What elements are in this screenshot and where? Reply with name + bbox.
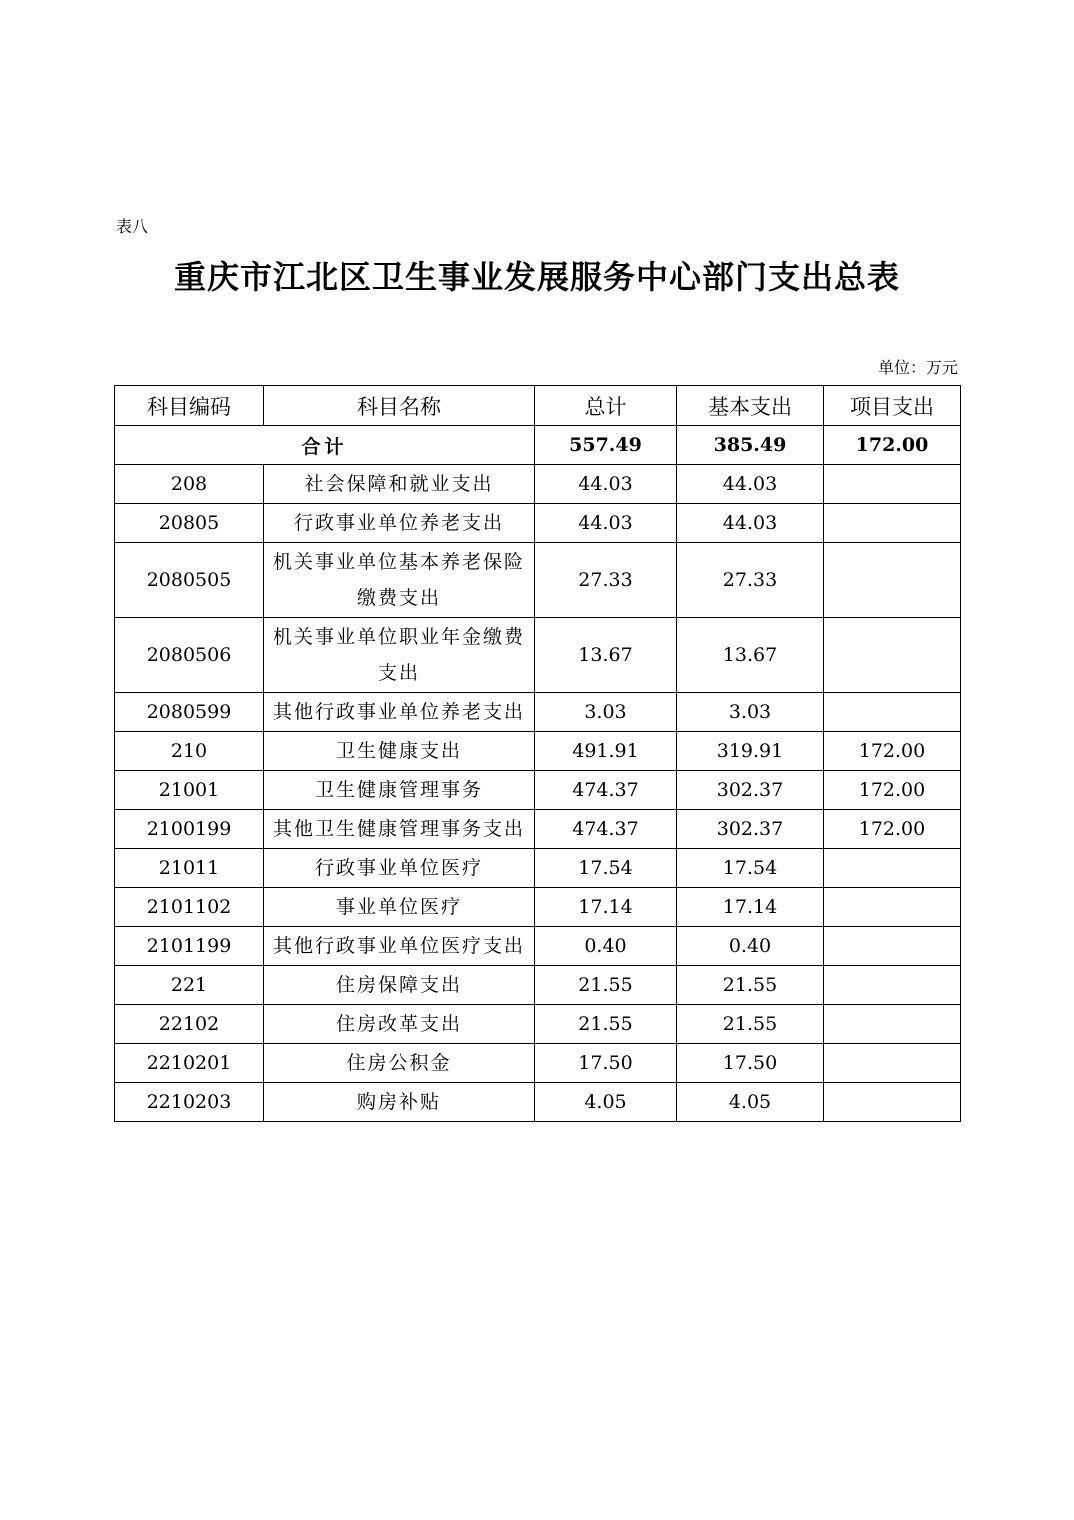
row-total: 4.05 (535, 1083, 677, 1122)
table-row (115, 849, 961, 888)
row-total: 27.33 (535, 543, 677, 618)
row-code: 2101102 (115, 888, 264, 927)
table-row (115, 1005, 961, 1044)
row-name: 行政事业单位医疗 (264, 849, 535, 888)
row-name: 住房公积金 (264, 1044, 535, 1083)
unit-label: 单位：万元 (877, 358, 958, 377)
row-project (824, 888, 961, 927)
row-total: 17.50 (535, 1044, 677, 1083)
row-code: 21001 (115, 771, 264, 810)
table-row (115, 543, 961, 618)
row-project (824, 465, 961, 504)
row-name: 住房保障支出 (264, 966, 535, 1005)
row-total: 0.40 (535, 927, 677, 966)
row-code: 2080506 (115, 618, 264, 693)
row-project (824, 1083, 961, 1122)
row-basic: 0.40 (677, 927, 824, 966)
row-code: 208 (115, 465, 264, 504)
row-total: 17.54 (535, 849, 677, 888)
table-row (115, 966, 961, 1005)
row-project: 172.00 (824, 732, 961, 771)
total-project: 172.00 (824, 426, 961, 465)
row-basic: 13.67 (677, 618, 824, 693)
row-code: 2100199 (115, 810, 264, 849)
row-basic: 17.50 (677, 1044, 824, 1083)
row-code: 210 (115, 732, 264, 771)
table-row (115, 465, 961, 504)
table-row (115, 1044, 961, 1083)
row-project (824, 1044, 961, 1083)
row-basic: 302.37 (677, 771, 824, 810)
table-header-row (115, 386, 961, 426)
row-total: 21.55 (535, 1005, 677, 1044)
row-name: 机关事业单位基本养老保险缴费支出 (264, 543, 535, 618)
row-code: 2210201 (115, 1044, 264, 1083)
row-basic: 44.03 (677, 465, 824, 504)
column-header-project: 项目支出 (824, 386, 961, 426)
row-project: 172.00 (824, 771, 961, 810)
row-total: 21.55 (535, 966, 677, 1005)
row-basic: 3.03 (677, 693, 824, 732)
row-name: 事业单位医疗 (264, 888, 535, 927)
row-basic: 17.54 (677, 849, 824, 888)
row-total: 474.37 (535, 810, 677, 849)
row-name: 社会保障和就业支出 (264, 465, 535, 504)
row-project (824, 1005, 961, 1044)
row-name: 其他卫生健康管理事务支出 (264, 810, 535, 849)
total-row (115, 426, 961, 465)
table-row (115, 888, 961, 927)
row-basic: 17.14 (677, 888, 824, 927)
row-basic: 4.05 (677, 1083, 824, 1122)
row-project: 172.00 (824, 810, 961, 849)
row-name: 其他行政事业单位养老支出 (264, 693, 535, 732)
page-title: 重庆市江北区卫生事业发展服务中心部门支出总表 (173, 258, 900, 296)
row-project (824, 927, 961, 966)
row-name: 卫生健康支出 (264, 732, 535, 771)
column-header-name: 科目名称 (264, 386, 535, 426)
row-project (824, 966, 961, 1005)
row-code: 2080599 (115, 693, 264, 732)
column-header-code: 科目编码 (115, 386, 264, 426)
row-basic: 319.91 (677, 732, 824, 771)
row-project (824, 504, 961, 543)
row-total: 491.91 (535, 732, 677, 771)
row-total: 474.37 (535, 771, 677, 810)
row-total: 3.03 (535, 693, 677, 732)
row-code: 2101199 (115, 927, 264, 966)
row-project (824, 849, 961, 888)
table-row (115, 771, 961, 810)
row-basic: 21.55 (677, 966, 824, 1005)
row-name: 卫生健康管理事务 (264, 771, 535, 810)
table-row (115, 693, 961, 732)
total-label: 合计 (115, 426, 535, 465)
table-row (115, 927, 961, 966)
total-basic: 385.49 (677, 426, 824, 465)
table-row (115, 1083, 961, 1122)
row-name: 其他行政事业单位医疗支出 (264, 927, 535, 966)
row-total: 17.14 (535, 888, 677, 927)
row-basic: 302.37 (677, 810, 824, 849)
row-code: 20805 (115, 504, 264, 543)
column-header-total: 总计 (535, 386, 677, 426)
row-name: 购房补贴 (264, 1083, 535, 1122)
row-code: 21011 (115, 849, 264, 888)
row-project (824, 693, 961, 732)
table-row (115, 504, 961, 543)
row-basic: 21.55 (677, 1005, 824, 1044)
row-total: 44.03 (535, 504, 677, 543)
table-number-label: 表八 (116, 217, 149, 236)
row-name: 住房改革支出 (264, 1005, 535, 1044)
row-code: 2080505 (115, 543, 264, 618)
row-name: 行政事业单位养老支出 (264, 504, 535, 543)
row-code: 221 (115, 966, 264, 1005)
table-row (115, 732, 961, 771)
row-basic: 27.33 (677, 543, 824, 618)
expenditure-table (114, 385, 961, 1122)
column-header-basic: 基本支出 (677, 386, 824, 426)
row-name: 机关事业单位职业年金缴费支出 (264, 618, 535, 693)
total-amount: 557.49 (535, 426, 677, 465)
row-basic: 44.03 (677, 504, 824, 543)
row-total: 44.03 (535, 465, 677, 504)
table-row (115, 810, 961, 849)
row-code: 22102 (115, 1005, 264, 1044)
table-row (115, 618, 961, 693)
row-total: 13.67 (535, 618, 677, 693)
row-project (824, 618, 961, 693)
row-project (824, 543, 961, 618)
row-code: 2210203 (115, 1083, 264, 1122)
